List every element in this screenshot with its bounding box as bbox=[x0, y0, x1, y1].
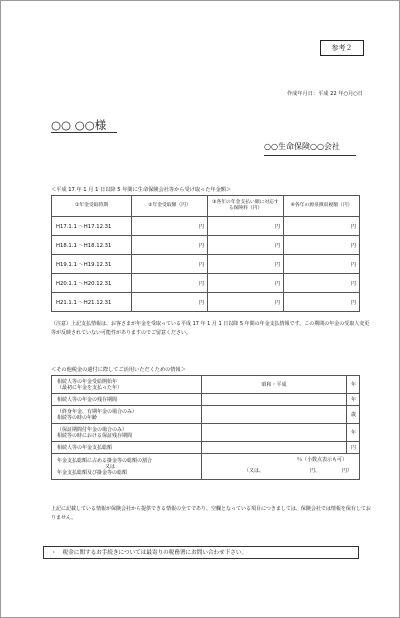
pension-section-title: ＜平成 17 年 1 月 1 日以降 5 年間に生命保険会社等から受け取った年金額＞ bbox=[51, 187, 232, 193]
row-label: （保証期間付年金の場合のみ） 相続等の時における保証残存期間 bbox=[52, 424, 202, 442]
unit-cell: 円 bbox=[347, 442, 360, 454]
table-row bbox=[52, 236, 360, 255]
period-cell: H17.1.1 ～H17.12.31 bbox=[52, 217, 132, 236]
value-cell bbox=[202, 406, 347, 424]
premium-cell: 円 bbox=[208, 274, 284, 293]
table-row bbox=[52, 274, 360, 293]
value-cell bbox=[202, 424, 347, 442]
row-label: 相続人等の年金の残存期間 bbox=[52, 394, 202, 406]
tax-cell: 円 bbox=[284, 274, 360, 293]
column-header: ②年金受取額（円） bbox=[132, 196, 208, 217]
table-row bbox=[52, 293, 360, 312]
other-info-table bbox=[51, 375, 360, 480]
bullet: ・ bbox=[51, 550, 57, 556]
yen-label: 円、 bbox=[310, 468, 321, 474]
amount-cell: 円 bbox=[132, 293, 208, 312]
column-header: ④各年の源泉徴収税額（円） bbox=[284, 196, 360, 217]
ratio-cell bbox=[202, 454, 360, 480]
tax-cell: 円 bbox=[284, 293, 360, 312]
premium-cell: 円 bbox=[208, 236, 284, 255]
created-date: 作成年月日：平成 22 年○月○日 bbox=[286, 91, 363, 97]
tax-cell: 円 bbox=[284, 255, 360, 274]
premium-cell: 円 bbox=[208, 293, 284, 312]
period-cell: H18.1.1 ～H18.12.31 bbox=[52, 236, 132, 255]
amount-cell: 円 bbox=[132, 217, 208, 236]
or-label: （又は、 bbox=[244, 468, 265, 474]
row-label: （終身年金、有期年金の場合のみ） 相続等の時の年齢 bbox=[52, 406, 202, 424]
amount-cell: 円 bbox=[132, 255, 208, 274]
unit-cell: 年 bbox=[347, 424, 360, 442]
table-row bbox=[52, 454, 360, 480]
reference-label: 参考２ bbox=[320, 40, 364, 56]
table-row bbox=[52, 442, 360, 454]
premium-cell: 円 bbox=[208, 217, 284, 236]
table-row bbox=[52, 424, 360, 442]
company-underline bbox=[264, 155, 356, 156]
row-label: 年金支払総額に占める掛金等の総額の割合 又は 年金支払総額及び掛金等の総額 bbox=[52, 454, 202, 480]
tax-cell: 円 bbox=[284, 236, 360, 255]
table-row bbox=[52, 255, 360, 274]
row-label: 相続人等の年金支払総額 bbox=[52, 442, 202, 454]
notice-box bbox=[43, 546, 359, 559]
recipient-name: ○○ ○○様 bbox=[51, 118, 107, 132]
table-row bbox=[52, 394, 360, 406]
table-row bbox=[52, 406, 360, 424]
period-cell: H19.1.1 ～H19.12.31 bbox=[52, 255, 132, 274]
table-row bbox=[52, 376, 360, 394]
unit-cell: 年 bbox=[347, 394, 360, 406]
amount-cell: 円 bbox=[132, 236, 208, 255]
percent-note: ％（小数点表示も可） bbox=[297, 457, 348, 463]
pension-table-header bbox=[52, 196, 360, 217]
notice-text: 税金に関するお手続きについては最寄りの税務署にお問い合わせ下さい。 bbox=[62, 550, 248, 556]
table-row bbox=[52, 217, 360, 236]
value-cell bbox=[202, 442, 347, 454]
period-cell: H20.1.1 ～H20.12.31 bbox=[52, 274, 132, 293]
company-name: ○○生命保険○○会社 bbox=[264, 142, 340, 151]
row-label: 相続人等の年金受給開始年 （最初に年金を支払った年） bbox=[52, 376, 202, 394]
column-header: ③各年の年金支払い額に対応する保険料（円） bbox=[208, 196, 284, 217]
amount-cell: 円 bbox=[132, 274, 208, 293]
column-header: ①年金受取時期 bbox=[52, 196, 132, 217]
yen-label: 円） bbox=[342, 468, 353, 474]
era-label: 昭和・平成 bbox=[202, 376, 347, 394]
recipient-underline bbox=[51, 132, 117, 133]
pension-table bbox=[51, 195, 360, 312]
unit-cell: 年 bbox=[347, 376, 360, 394]
premium-cell: 円 bbox=[208, 255, 284, 274]
period-cell: H21.1.1 ～H21.12.31 bbox=[52, 293, 132, 312]
unit-cell: 歳 bbox=[347, 406, 360, 424]
footnote: 上記に記載している情報が保険会社から提供できる情報の全てであり、空欄となっている項目につきましては、保険会社では情報を保有しておりません。 bbox=[51, 506, 371, 521]
tax-cell: 円 bbox=[284, 217, 360, 236]
value-cell bbox=[202, 394, 347, 406]
other-section-title: ＜その他税金の還付に際してご活用いただくための情報＞ bbox=[51, 367, 186, 373]
pension-note: （注意）上記支払情報は、お客さまが年金を受取っている平成 17 年 1 月 1 日以降 5 年間の年金支払情報です。この期間の年金の受取人変更等が反映されていない可能性がありますのでご留意ください。 bbox=[51, 321, 370, 336]
